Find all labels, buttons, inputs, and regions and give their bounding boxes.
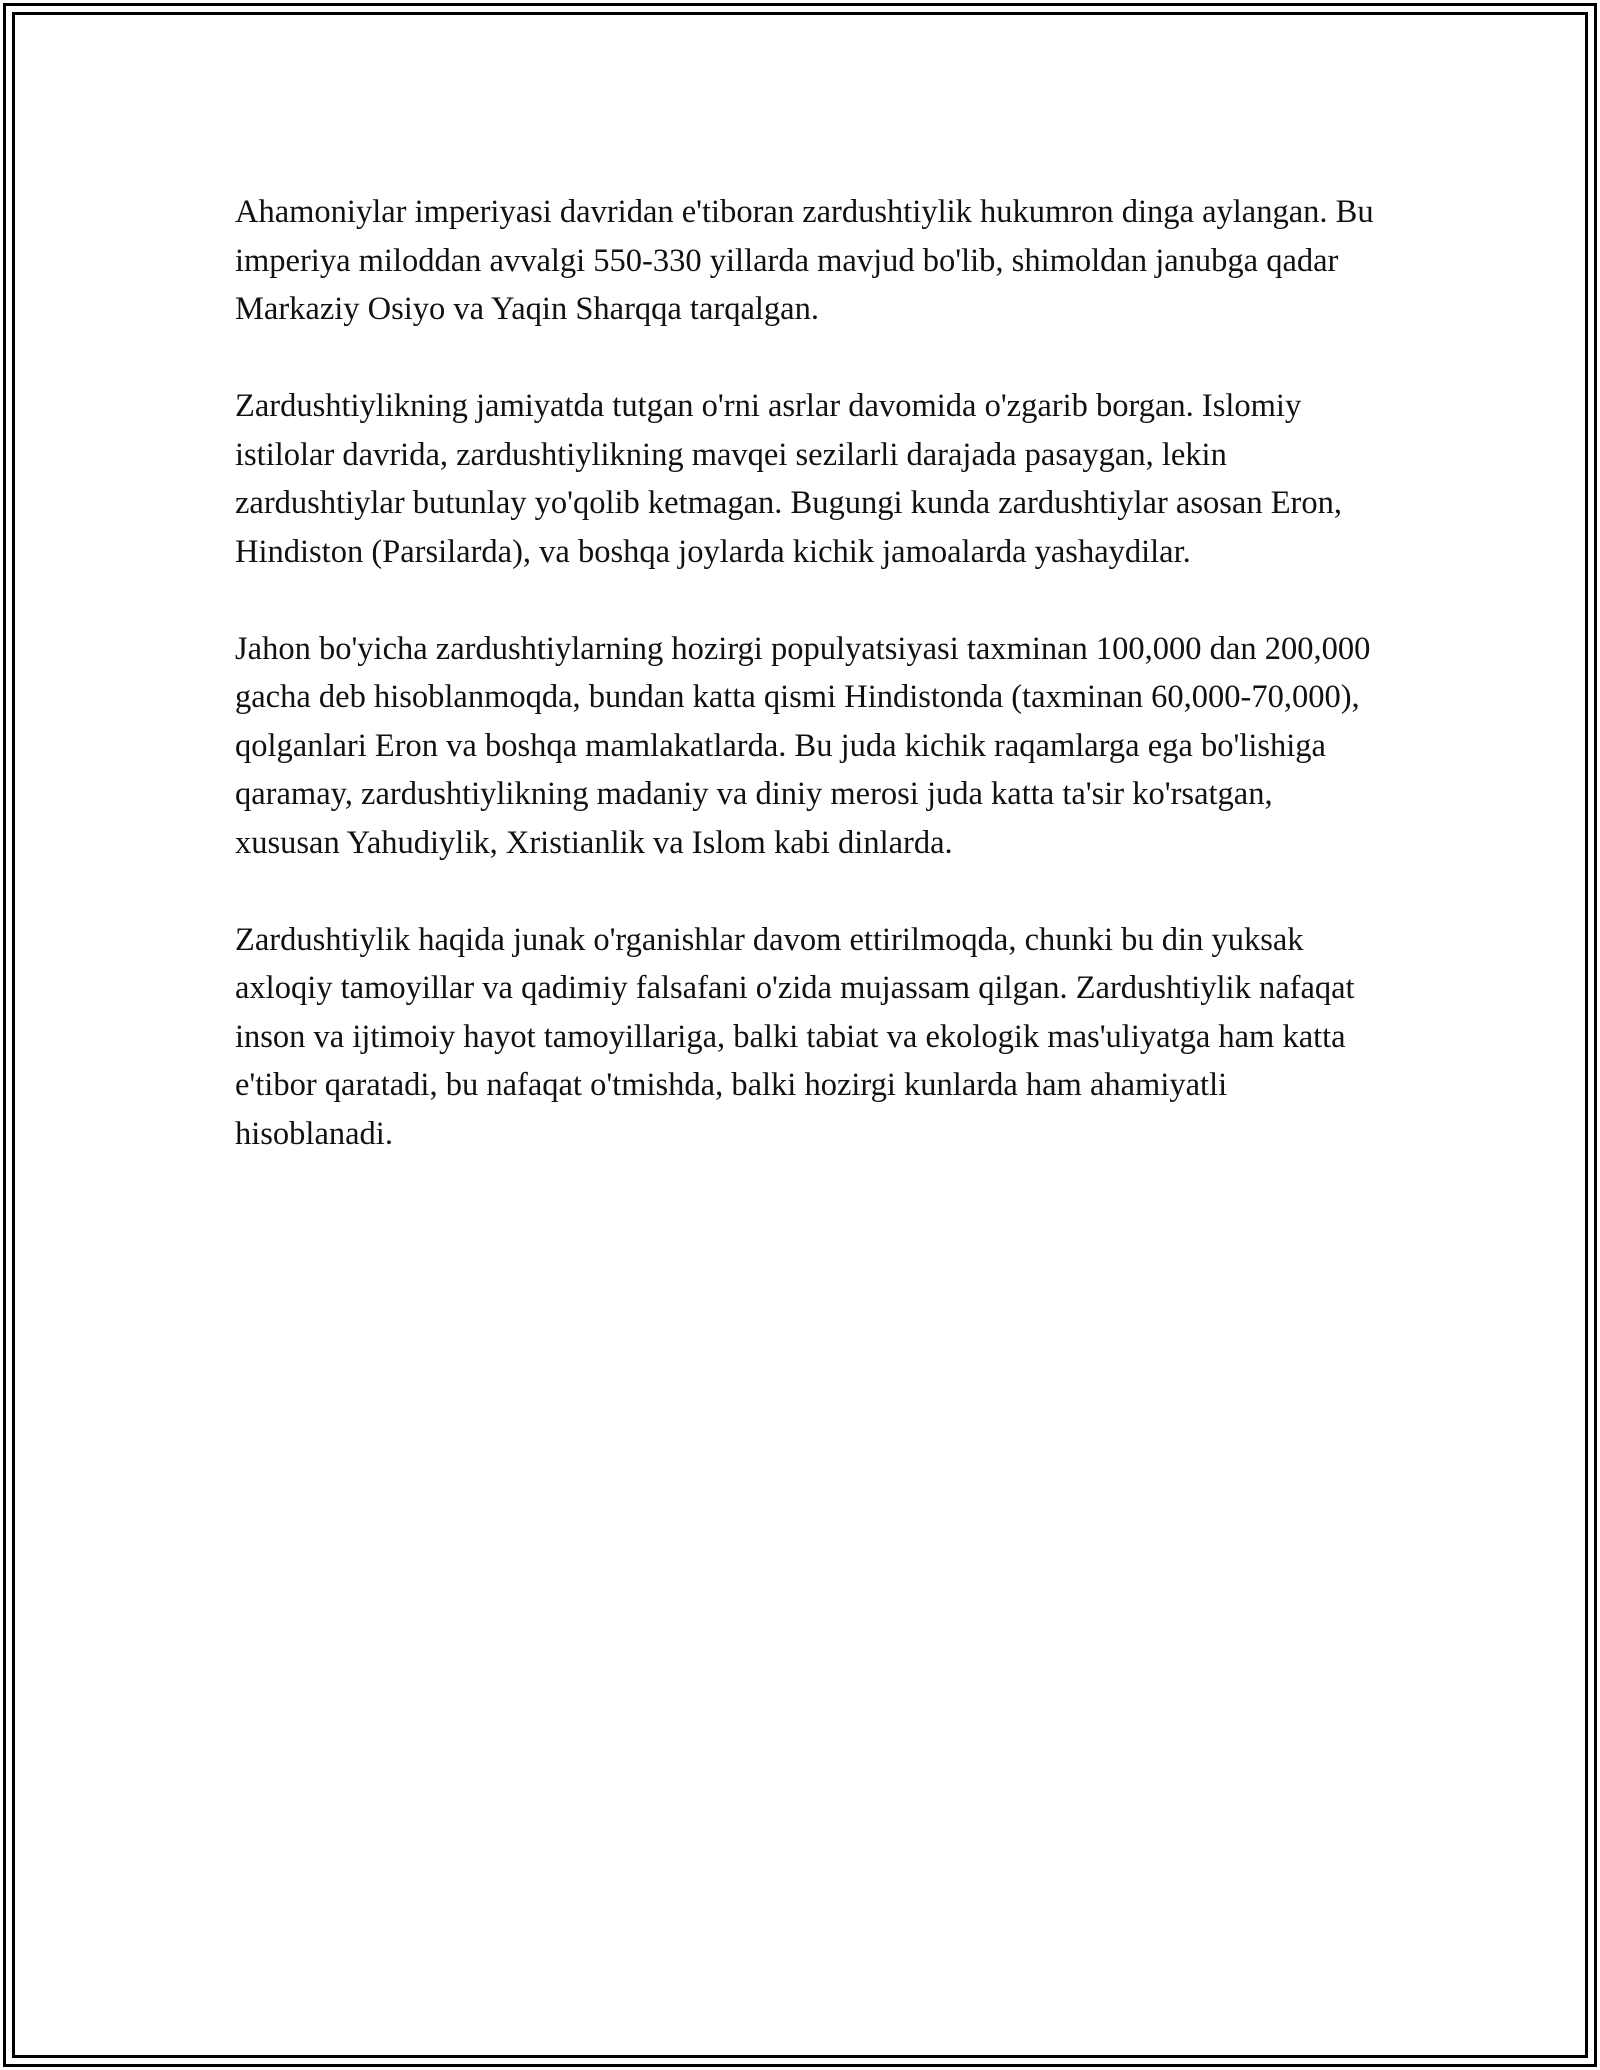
paragraph-role-in-society: Zardushtiylikning jamiyatda tutgan o'rni asrlar davomida o'zgarib borgan. Islomiy istilolar davrida, zardushtiylikning mavqei sezilarli darajada pasaygan, lekin zardushtiylar butunlay yo'qolib ketmagan. Bugungi kunda zardushtiylar asosan Eron, Hindiston (Parsilarda), va boshqa joylarda kichik jamoalarda yashaydilar. [235, 388, 1342, 570]
paragraph-world-population: Jahon bo'yicha zardushtiylarning hozirgi populyatsiyasi taxminan 100,000 dan 200,000 gacha deb hisoblanmoqda, bundan katta qismi Hindistonda (taxminan 60,000-70,000), qolganlari Eron va boshqa mamlakatlarda. Bu juda kichik raqamlarga ega bo'lishiga qaramay, zardushtiylikning madaniy va diniy merosi juda katta ta'sir ko'rsatgan, xususan Yahudiylik, Xristianlik va Islom kabi dinlarda. [235, 630, 1371, 861]
paragraph-achaemenid-empire: Ahamoniylar imperiyasi davridan e'tiboran zardushtiylik hukumron dinga aylangan. Bu imperiya miloddan avvalgi 550-330 yillarda mavjud bo'lib, shimoldan janubga qadar Markaziy Osiyo va Yaqin Sharqqa tarqalgan. [235, 194, 1374, 327]
document-body [235, 188, 1380, 1207]
paragraph-ongoing-research: Zardushtiylik haqida junak o'rganishlar davom ettirilmoqda, chunki bu din yuksak axloqiy tamoyillar va qadimiy falsafani o'zida mujassam qilgan. Zardushtiylik nafaqat inson va ijtimoiy hayot tamoyillariga, balki tabiat va ekologik mas'uliyatga ham katta e'tibor qaratadi, bu nafaqat o'tmishda, balki hozirgi kunlarda ham ahamiyatli hisoblanadi. [235, 921, 1355, 1152]
